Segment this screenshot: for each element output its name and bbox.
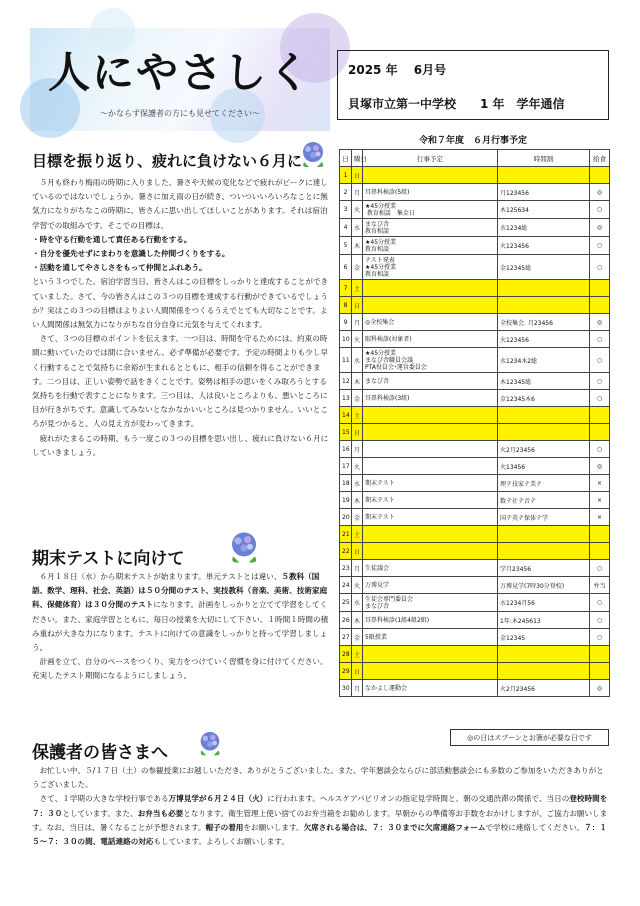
day-cell: 25 [340, 594, 352, 612]
event-cell [363, 255, 498, 280]
lunch-cell [590, 663, 610, 680]
day-cell: 21 [340, 526, 352, 543]
event-cell [363, 297, 498, 314]
header-timetable: 時間割 [498, 150, 590, 167]
exams-text: になります。計画をしっかりと立てて学習をしてください。また、家庭学習とともに、毎日の授業を大切にして下さい。１時間１時間の積み重ねが大きな力になります。テストに向けての意識をしっかりと持って学習しましょう。 [32, 600, 329, 653]
event-text: テスト発表 ★45分授業 教育相談 [365, 256, 397, 278]
event-text: 5限授業 [365, 633, 387, 641]
weekday-cell: 土 [352, 280, 363, 297]
weekday-cell: 土 [352, 646, 363, 663]
day-cell: 17 [340, 458, 352, 475]
weekday-cell: 日 [352, 297, 363, 314]
goals-body [32, 176, 332, 460]
newsletter-title: 人にやさしく [47, 48, 312, 97]
lunch-cell: ○ [590, 560, 610, 577]
section-heading-goals: 目標を振り返り、疲れに負けない６月に [32, 152, 303, 170]
lunch-cell [590, 167, 610, 184]
day-cell: 29 [340, 663, 352, 680]
schedule-row [340, 184, 610, 201]
day-cell: 18 [340, 475, 352, 492]
timetable-cell: 木125634 [498, 201, 590, 219]
schedule-row [340, 314, 610, 331]
schedule-table [339, 149, 610, 697]
schedule-row [340, 280, 610, 297]
event-text: 生徒会専門委員会 まなび舎 [365, 595, 414, 610]
day-cell: 28 [340, 646, 352, 663]
parents-body [32, 764, 610, 849]
day-cell: 27 [340, 629, 352, 646]
timetable-cell [498, 280, 590, 297]
hydrangea-icon [226, 530, 262, 566]
event-cell [363, 475, 498, 492]
weekday-cell: 土 [352, 407, 363, 424]
event-cell [363, 560, 498, 577]
weekday-cell: 日 [352, 167, 363, 184]
timetable-cell: 水1234月56 [498, 594, 590, 612]
issue-header-box [337, 50, 609, 120]
event-cell [363, 509, 498, 526]
schedule-header-row [340, 150, 610, 167]
timetable-cell: 学月23456 [498, 560, 590, 577]
weekday-cell: 水 [352, 594, 363, 612]
schedule-row [340, 629, 610, 646]
lunch-cell [590, 543, 610, 560]
weekday-cell: 日 [352, 543, 363, 560]
schedule-row [340, 255, 610, 280]
lunch-cell: ○ [590, 331, 610, 348]
section-heading-parents: 保護者の皆さまへ [32, 743, 168, 763]
parents-text: となります。衛生管理上使い捨てのお弁当箱をお勧めします。早朝からの準備等お手数をおかけしますが、ご協力お願いします。なお、当日は、暑くなることが予想されます。 [32, 808, 608, 832]
timetable-cell [498, 663, 590, 680]
exams-paragraph: 計画を立て、自分のペースをつくり、実力をつけていく習慣を身に付けてください。充実したテスト期間になるようにしましょう。 [32, 657, 328, 681]
event-cell [363, 680, 498, 697]
day-cell: 20 [340, 509, 352, 526]
day-cell: 8 [340, 297, 352, 314]
schedule-row [340, 458, 610, 475]
lunch-cell: ○ [590, 441, 610, 458]
weekday-cell: 金 [352, 390, 363, 407]
weekday-cell: 月 [352, 680, 363, 697]
event-text: 耳鼻科検診(1組4組2組) [365, 616, 430, 624]
event-text: 期末テスト [365, 513, 395, 521]
lunch-cell: × [590, 509, 610, 526]
goals-paragraph: 疲れがたまるこの時期、もう一度この３つの目標を思い出し、疲れに負けない６月にしていきましょう。 [32, 433, 329, 457]
schedule-row [340, 646, 610, 663]
weekday-cell: 火 [352, 331, 363, 348]
lunch-cell [590, 526, 610, 543]
lunch-cell: ◎ [590, 219, 610, 237]
schedule-row [340, 373, 610, 390]
timetable-cell: 火123456 [498, 331, 590, 348]
weekday-cell: 月 [352, 314, 363, 331]
lunch-cell: ◎ [590, 184, 610, 201]
event-text: 耳鼻科検診(3組) [365, 394, 410, 402]
day-cell: 2 [340, 184, 352, 201]
event-cell [363, 458, 498, 475]
parents-paragraph [32, 792, 610, 849]
timetable-cell: 金12345総 [498, 255, 590, 280]
event-cell [363, 646, 498, 663]
timetable-cell: 火123456 [498, 237, 590, 255]
parents-emphasis: 万博見学が６月２４日（火） [168, 794, 268, 804]
hydrangea-icon [196, 730, 224, 758]
timetable-cell [498, 297, 590, 314]
day-cell: 16 [340, 441, 352, 458]
lunch-cell: ○ [590, 237, 610, 255]
lunch-cell [590, 297, 610, 314]
schedule-row [340, 663, 610, 680]
event-cell [363, 407, 498, 424]
schedule-row [340, 543, 610, 560]
event-cell [363, 184, 498, 201]
schedule-row [340, 331, 610, 348]
exams-text: ６月１８日（水）から期末テストが始まります。単元テストとは違い、 [39, 572, 282, 581]
event-text: 期末テスト [365, 479, 395, 487]
goals-paragraph: さて、３つの目標のポイントを伝えます。一つ目は、時間を守るためには、約束の時間に動いていたのでは間に合いません。必ず準備が必要です。予定の時間よりも少し早く行動することで気持ちに余裕が生まれるとともに、相手の信頼を得ることができます。二つ目は、正しい姿勢で話をきくことです。姿勢は相手の思いをくみ取ろうとする気持ちを行動で表すことになります。三つ目は、人は良いところよりも、悪いところに目が行きがちです。意識してみないとなかなかいいところは見つかりません。いいところが見つかると、人の見え方が変わってきます。 [32, 334, 328, 429]
event-text: 万博見学 [365, 581, 390, 589]
timetable-cell: 火13456 [498, 458, 590, 475]
weekday-cell: 火 [352, 577, 363, 594]
lunch-cell: ○ [590, 201, 610, 219]
event-cell [363, 314, 498, 331]
lunch-cell: ◎ [590, 458, 610, 475]
schedule-row [340, 577, 610, 594]
timetable-cell [498, 543, 590, 560]
timetable-cell: 理テ技家テ美テ [498, 475, 590, 492]
schedule-row [340, 297, 610, 314]
schedule-row [340, 219, 610, 237]
event-cell [363, 577, 498, 594]
timetable-cell: 金12345木6 [498, 390, 590, 407]
schedule-title: 令和７年度 ６月行事予定 [418, 136, 527, 146]
parents-emphasis: お弁当も必要 [137, 808, 184, 818]
event-text: 期末テスト [365, 496, 395, 504]
timetable-cell [498, 424, 590, 441]
schedule-row [340, 492, 610, 509]
day-cell: 22 [340, 543, 352, 560]
timetable-cell: 火2月23456 [498, 680, 590, 697]
event-text: ★45分授業 教育相談 集金日 [365, 202, 415, 217]
event-cell [363, 629, 498, 646]
day-cell: 12 [340, 373, 352, 390]
event-cell [363, 237, 498, 255]
event-text: ★45分授業 まなび舎職員会議 PTA役員会･運営委員会 [365, 349, 427, 371]
day-cell: 6 [340, 255, 352, 280]
weekday-cell: 木 [352, 492, 363, 509]
schedule-row [340, 167, 610, 184]
event-cell [363, 331, 498, 348]
day-cell: 4 [340, 219, 352, 237]
schedule-row [340, 526, 610, 543]
day-cell: 9 [340, 314, 352, 331]
timetable-cell: 万博見学(7時30分登校) [498, 577, 590, 594]
section-heading-exams: 期末テストに向けて [32, 549, 185, 569]
event-cell [363, 663, 498, 680]
lunch-note: ◎の日はスプーンとお箸が必要な日です [450, 729, 609, 746]
weekday-cell: 木 [352, 373, 363, 390]
day-cell: 30 [340, 680, 352, 697]
event-cell [363, 612, 498, 629]
event-cell [363, 441, 498, 458]
lunch-cell: ○ [590, 612, 610, 629]
event-cell [363, 373, 498, 390]
issue-date: 2025 年 6月号 [348, 63, 447, 77]
schedule-row [340, 407, 610, 424]
day-cell: 7 [340, 280, 352, 297]
lunch-cell: ◎ [590, 680, 610, 697]
event-cell [363, 594, 498, 612]
newsletter-subtitle: ～かならず保護者の方にも見せてください～ [100, 109, 260, 118]
weekday-cell: 水 [352, 475, 363, 492]
event-cell [363, 390, 498, 407]
schedule-row [340, 237, 610, 255]
day-cell: 11 [340, 348, 352, 373]
schedule-row [340, 424, 610, 441]
lunch-cell: ○ [590, 348, 610, 373]
weekday-cell: 日 [352, 663, 363, 680]
timetable-cell: 水1234木2総 [498, 348, 590, 373]
weekday-cell: 月 [352, 184, 363, 201]
header-weekday: 曜日 [352, 150, 363, 167]
schedule-row [340, 201, 610, 219]
weekday-cell: 水 [352, 219, 363, 237]
parents-text: さて、１学期の大きな学校行事である [39, 794, 169, 804]
day-cell: 26 [340, 612, 352, 629]
lunch-cell: 弁当 [590, 577, 610, 594]
schedule-row [340, 475, 610, 492]
lunch-cell [590, 424, 610, 441]
timetable-cell: 木12345総 [498, 373, 590, 390]
day-cell: 14 [340, 407, 352, 424]
timetable-cell: 国テ英テ保体テ学 [498, 509, 590, 526]
school-name: 貝塚市立第一中学校 1 年 学年通信 [348, 97, 565, 111]
event-cell [363, 348, 498, 373]
timetable-cell: 月123456 [498, 184, 590, 201]
exams-emphasis: ５教科（国語、数学、理科、社会、英語）は５０分間のテスト、実技教科（音楽、美術、技術家庭科、保健体育）は３０分間のテスト [32, 572, 328, 610]
lunch-cell: ◎ [590, 314, 610, 331]
weekday-cell: 月 [352, 441, 363, 458]
timetable-cell: 数テ社テ音テ [498, 492, 590, 509]
event-text: 眼科検診(対象者) [365, 335, 412, 343]
event-cell [363, 280, 498, 297]
weekday-cell: 金 [352, 255, 363, 280]
weekday-cell: 土 [352, 526, 363, 543]
event-cell [363, 543, 498, 560]
event-cell [363, 219, 498, 237]
schedule-row [340, 348, 610, 373]
goal-item: ・自分を優先せずにまわりを意識した仲間づくりをする。 [32, 249, 230, 259]
schedule-row [340, 594, 610, 612]
goal-item: ・時を守る行動を通して責任ある行動をする。 [32, 234, 192, 244]
schedule-row [340, 441, 610, 458]
day-cell: 5 [340, 237, 352, 255]
event-text: なかよし運動会 [365, 684, 408, 692]
weekday-cell: 金 [352, 629, 363, 646]
weekday-cell: 水 [352, 348, 363, 373]
parents-text: もしています。よろしくお願いします。 [153, 837, 289, 847]
timetable-cell [498, 646, 590, 663]
day-cell: 13 [340, 390, 352, 407]
parents-emphasis: ７：１５～７：３０の間、電話連絡の対応 [32, 822, 607, 847]
event-cell [363, 424, 498, 441]
event-cell [363, 526, 498, 543]
parents-text: としています。また、 [62, 808, 138, 818]
parents-text: をお願いします。 [243, 822, 304, 832]
day-cell: 3 [340, 201, 352, 219]
day-cell: 23 [340, 560, 352, 577]
lunch-cell: × [590, 475, 610, 492]
lunch-cell [590, 280, 610, 297]
event-text: ◎全校集会 [365, 318, 395, 326]
exams-paragraph [32, 570, 332, 655]
event-cell [363, 167, 498, 184]
event-cell [363, 201, 498, 219]
title-banner [30, 28, 330, 131]
schedule-row [340, 560, 610, 577]
header-events: 行事予定 [363, 150, 498, 167]
weekday-cell: 木 [352, 237, 363, 255]
timetable-cell [498, 526, 590, 543]
header-day: 日 [340, 150, 352, 167]
weekday-cell: 月 [352, 560, 363, 577]
timetable-cell: 1年:木245613 [498, 612, 590, 629]
lunch-cell: ○ [590, 390, 610, 407]
day-cell: 15 [340, 424, 352, 441]
timetable-cell [498, 167, 590, 184]
timetable-cell: 金12345 [498, 629, 590, 646]
schedule-row [340, 509, 610, 526]
lunch-cell: ○ [590, 255, 610, 280]
day-cell: 24 [340, 577, 352, 594]
lunch-cell: ○ [590, 629, 610, 646]
parents-emphasis: 登校時間を７：３０ [32, 794, 608, 818]
event-text: まなび舎 教育相談 [365, 220, 390, 235]
event-text: 生徒議会 [365, 564, 390, 572]
lunch-cell: ○ [590, 373, 610, 390]
weekday-cell: 火 [352, 458, 363, 475]
weekday-cell: 金 [352, 509, 363, 526]
weekday-cell: 日 [352, 424, 363, 441]
goals-paragraph: という３つでした。宿泊学習当日、皆さんはこの目標をしっかりと達成することができていました。さて、今の皆さんはこの３つの目標を達成する行動ができているでしょうか？実はこの３つの目標はよりよい人間関係をつくるうえでとても大切なことです。よい人間関係は無気力になりがちな自分自身に元気を与えてくれます。 [32, 277, 329, 330]
event-text: ★45分授業 教育相談 [365, 238, 397, 253]
weekday-cell: 木 [352, 612, 363, 629]
parents-text: で学校に連絡してください。 [485, 822, 585, 832]
exams-body [32, 570, 332, 684]
event-text: まなび舎 [365, 377, 390, 385]
timetable-cell [498, 407, 590, 424]
event-cell [363, 492, 498, 509]
timetable-cell: 火2月23456 [498, 441, 590, 458]
lunch-cell [590, 646, 610, 663]
day-cell: 10 [340, 331, 352, 348]
weekday-cell: 火 [352, 201, 363, 219]
timetable-cell: 全校集会. 月23456 [498, 314, 590, 331]
parents-emphasis: 帽子の着用 [205, 822, 244, 832]
lunch-cell: × [590, 492, 610, 509]
timetable-cell: 水1234総 [498, 219, 590, 237]
parents-paragraph: お忙しい中、５/１７日（土）の参観授業にお越しいただき、ありがとうございました。また、学年懇談会ならびに部活動懇談会にも多数のご参加をいただきありがとうございました。 [32, 766, 604, 790]
day-cell: 19 [340, 492, 352, 509]
day-cell: 1 [340, 167, 352, 184]
schedule-row [340, 680, 610, 697]
parents-emphasis: 欠席される場合は、７：３０までに欠席連絡フォーム [303, 822, 486, 832]
goals-paragraph: ５月も終わり梅雨の時期に入りました。暑さや天候の変化などで疲れがピークに達しているのではないでしょうか。暑さに加え雨の日が続き、ついついいろいろなことに無気力になりがちなこの時期に、皆さんに思い出してほしいことがあります。それは宿泊学習での取組みです。そこでの目標は、 [32, 178, 328, 230]
lunch-cell: ○ [590, 594, 610, 612]
hydrangea-icon [298, 140, 328, 170]
header-lunch: 給食 [590, 150, 610, 167]
event-text: 耳鼻科検診(5組) [365, 188, 410, 196]
goal-item: ・活動を通してやさしさをもって仲間とふれあう。 [32, 263, 207, 273]
parents-text: に行われます。ヘルスケアパビリオンの指定見学時間と、朝の交通渋滞の関係で、当日の [267, 794, 570, 804]
schedule-row [340, 612, 610, 629]
lunch-cell [590, 407, 610, 424]
schedule-row [340, 390, 610, 407]
